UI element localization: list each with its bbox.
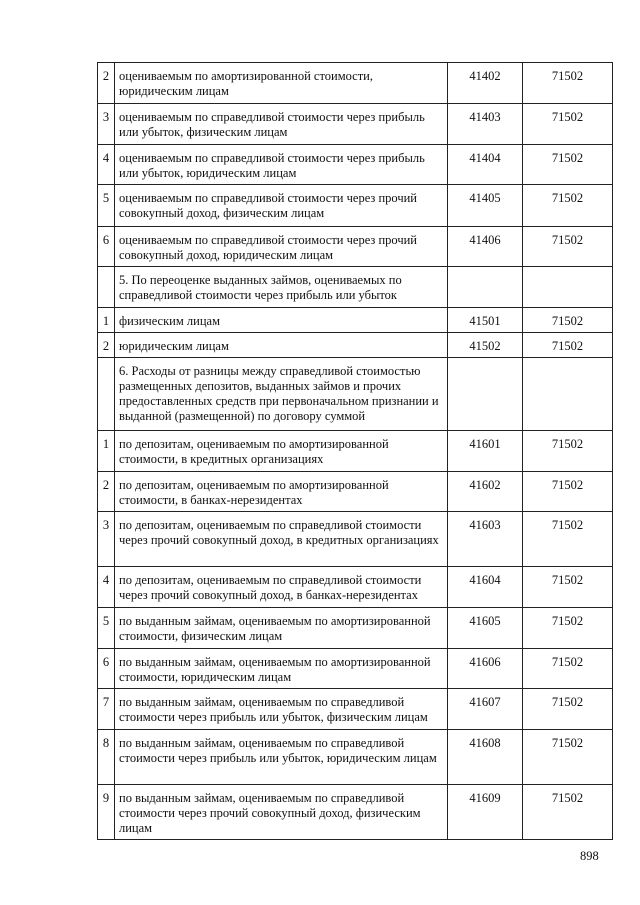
table-row <box>98 308 613 333</box>
row-number <box>98 358 115 431</box>
row-code-credit: 71502 <box>523 649 613 689</box>
row-name: по депозитам, оцениваемым по справедливой стоимости через прочий совокупный доход, в кредитных организациях <box>115 512 448 567</box>
row-name: по депозитам, оцениваемым по справедливой стоимости через прочий совокупный доход, в банках-нерезидентах <box>115 567 448 608</box>
row-code-credit: 71502 <box>523 145 613 185</box>
table-row <box>98 63 613 104</box>
row-name: по выданным займам, оцениваемым по амортизированной стоимости, физическим лицам <box>115 608 448 649</box>
row-code-credit: 71502 <box>523 689 613 730</box>
row-code-debit <box>448 267 523 308</box>
row-code-debit: 41501 <box>448 308 523 333</box>
row-code-debit: 41607 <box>448 689 523 730</box>
table-row <box>98 431 613 472</box>
row-code-debit: 41404 <box>448 145 523 185</box>
table-row <box>98 608 613 649</box>
row-code-credit: 71502 <box>523 785 613 840</box>
row-code-credit: 71502 <box>523 63 613 104</box>
row-name: по депозитам, оцениваемым по амортизированной стоимости, в кредитных организациях <box>115 431 448 472</box>
row-number: 2 <box>98 333 115 358</box>
row-number: 2 <box>98 63 115 104</box>
row-number: 7 <box>98 689 115 730</box>
row-code-debit: 41402 <box>448 63 523 104</box>
row-number: 3 <box>98 512 115 567</box>
table-row <box>98 689 613 730</box>
table-row <box>98 227 613 267</box>
row-code-credit <box>523 267 613 308</box>
row-name: юридическим лицам <box>115 333 448 358</box>
row-name: по депозитам, оцениваемым по амортизированной стоимости, в банках-нерезидентах <box>115 472 448 512</box>
row-code-credit: 71502 <box>523 185 613 227</box>
row-code-debit <box>448 358 523 431</box>
row-code-credit: 71502 <box>523 308 613 333</box>
accounts-table <box>97 62 613 840</box>
table-row <box>98 472 613 512</box>
row-code-credit <box>523 358 613 431</box>
row-name: оцениваемым по справедливой стоимости через прибыль или убыток, физическим лицам <box>115 104 448 145</box>
row-code-debit: 41405 <box>448 185 523 227</box>
table-row <box>98 649 613 689</box>
row-number: 6 <box>98 227 115 267</box>
table-row <box>98 358 613 431</box>
row-code-credit: 71502 <box>523 567 613 608</box>
row-code-debit: 41602 <box>448 472 523 512</box>
row-number: 5 <box>98 185 115 227</box>
row-code-debit: 41502 <box>448 333 523 358</box>
row-code-debit: 41606 <box>448 649 523 689</box>
row-code-debit: 41406 <box>448 227 523 267</box>
row-number: 1 <box>98 308 115 333</box>
row-number: 8 <box>98 730 115 785</box>
row-code-debit: 41603 <box>448 512 523 567</box>
row-name: по выданным займам, оцениваемым по амортизированной стоимости, юридическим лицам <box>115 649 448 689</box>
row-code-debit: 41605 <box>448 608 523 649</box>
row-name: 6. Расходы от разницы между справедливой стоимостью размещенных депозитов, выданных займов и прочих предоставленных средств при первоначальном признании и выданной (размещенной) по договору суммой <box>115 358 448 431</box>
row-code-debit: 41403 <box>448 104 523 145</box>
row-number: 1 <box>98 431 115 472</box>
row-name: оцениваемым по справедливой стоимости через прочий совокупный доход, юридическим лицам <box>115 227 448 267</box>
row-code-credit: 71502 <box>523 104 613 145</box>
row-name: по выданным займам, оцениваемым по справедливой стоимости через прибыль или убыток, физическим лицам <box>115 689 448 730</box>
table-row <box>98 512 613 567</box>
row-code-credit: 71502 <box>523 730 613 785</box>
row-number <box>98 267 115 308</box>
table-row <box>98 267 613 308</box>
row-code-debit: 41608 <box>448 730 523 785</box>
row-name: оцениваемым по амортизированной стоимости, юридическим лицам <box>115 63 448 104</box>
table-row <box>98 730 613 785</box>
row-number: 4 <box>98 145 115 185</box>
table-row <box>98 785 613 840</box>
row-name: 5. По переоценке выданных займов, оцениваемых по справедливой стоимости через прибыль или убыток <box>115 267 448 308</box>
row-code-credit: 71502 <box>523 472 613 512</box>
row-number: 2 <box>98 472 115 512</box>
row-name: оцениваемым по справедливой стоимости через прочий совокупный доход, физическим лицам <box>115 185 448 227</box>
row-code-credit: 71502 <box>523 431 613 472</box>
table-row <box>98 333 613 358</box>
row-code-credit: 71502 <box>523 227 613 267</box>
table-row <box>98 567 613 608</box>
row-name: физическим лицам <box>115 308 448 333</box>
row-code-debit: 41601 <box>448 431 523 472</box>
row-code-credit: 71502 <box>523 608 613 649</box>
row-code-debit: 41609 <box>448 785 523 840</box>
row-number: 9 <box>98 785 115 840</box>
row-number: 3 <box>98 104 115 145</box>
row-name: по выданным займам, оцениваемым по справедливой стоимости через прочий совокупный доход, физическим лицам <box>115 785 448 840</box>
row-name: оцениваемым по справедливой стоимости через прибыль или убыток, юридическим лицам <box>115 145 448 185</box>
row-number: 5 <box>98 608 115 649</box>
row-code-credit: 71502 <box>523 512 613 567</box>
row-name: по выданным займам, оцениваемым по справедливой стоимости через прибыль или убыток, юридическим лицам <box>115 730 448 785</box>
row-code-credit: 71502 <box>523 333 613 358</box>
row-number: 4 <box>98 567 115 608</box>
table-row <box>98 185 613 227</box>
row-code-debit: 41604 <box>448 567 523 608</box>
page-number: 898 <box>580 849 599 863</box>
table-row <box>98 104 613 145</box>
table-body <box>98 63 613 840</box>
table-row <box>98 145 613 185</box>
row-number: 6 <box>98 649 115 689</box>
